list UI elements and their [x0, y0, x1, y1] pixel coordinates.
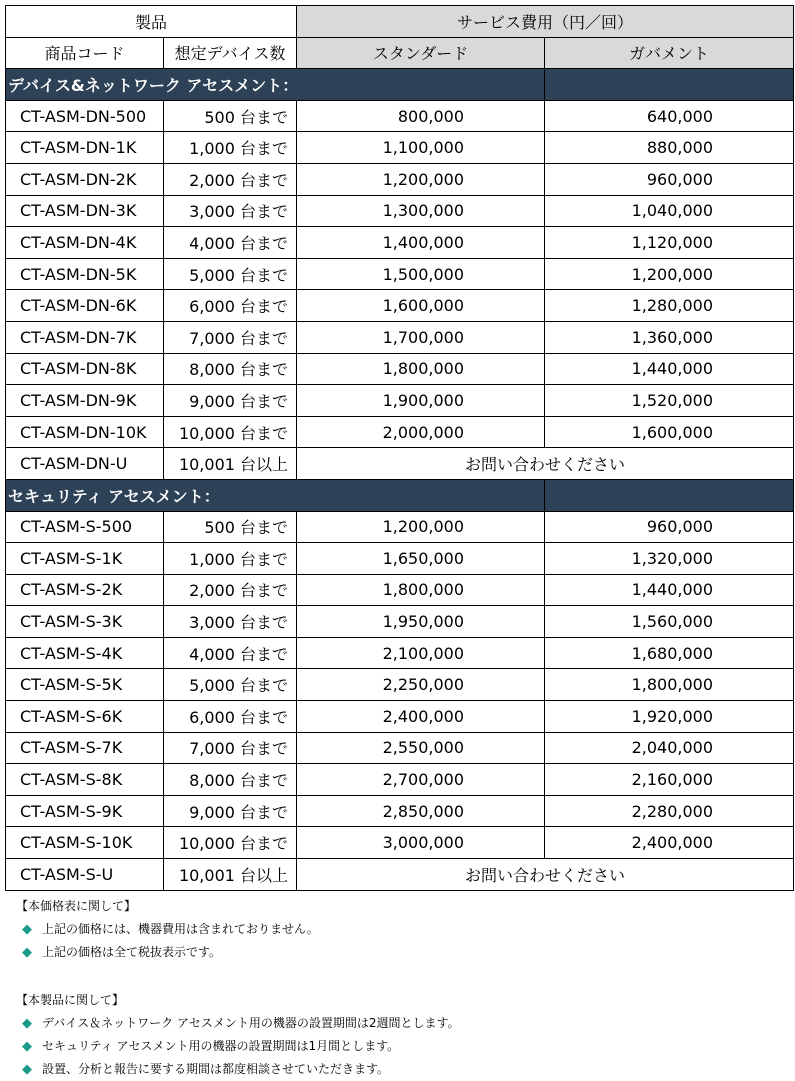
diamond-bullet-icon: ◆ — [22, 1039, 32, 1054]
section-header-row — [6, 479, 794, 511]
government-price-cell: 640,000 — [545, 100, 794, 132]
product-code-cell: CT-ASM-DN-4K — [6, 227, 164, 259]
device-count-cell: 10,001 台以上 — [164, 448, 297, 480]
device-count-cell: 1,000 台まで — [164, 543, 297, 575]
table-row — [6, 100, 794, 132]
table-row — [6, 543, 794, 575]
section-title: セキュリティ アセスメント： — [6, 479, 545, 511]
standard-price-cell: 2,400,000 — [297, 701, 545, 733]
standard-price-cell: 1,900,000 — [297, 385, 545, 417]
product-code-cell: CT-ASM-DN-3K — [6, 195, 164, 227]
table-row — [6, 353, 794, 385]
device-count-cell: 5,000 台まで — [164, 669, 297, 701]
product-notes-heading: 【本製品に関して】 — [16, 993, 125, 1007]
product-code-cell: CT-ASM-DN-1K — [6, 132, 164, 164]
device-count-cell: 7,000 台まで — [164, 321, 297, 353]
table-row — [6, 606, 794, 638]
device-count-cell: 6,000 台まで — [164, 701, 297, 733]
government-price-cell: 1,520,000 — [545, 385, 794, 417]
government-price-cell: 1,800,000 — [545, 669, 794, 701]
price-notes-heading: 【本価格表に関して】 — [16, 899, 137, 913]
standard-price-cell: 1,200,000 — [297, 163, 545, 195]
diamond-bullet-icon: ◆ — [22, 945, 32, 960]
section-header-blank — [545, 479, 794, 511]
device-count-cell: 5,000 台まで — [164, 258, 297, 290]
product-code-cell: CT-ASM-S-6K — [6, 701, 164, 733]
government-price-cell: 1,040,000 — [545, 195, 794, 227]
section-header-row — [6, 69, 794, 101]
device-count-cell: 10,001 台以上 — [164, 859, 297, 891]
government-price-cell: 1,120,000 — [545, 227, 794, 259]
device-count-cell: 1,000 台まで — [164, 132, 297, 164]
standard-price-cell: 2,850,000 — [297, 795, 545, 827]
standard-price-cell: 2,100,000 — [297, 637, 545, 669]
government-price-cell: 960,000 — [545, 163, 794, 195]
government-price-cell: 1,360,000 — [545, 321, 794, 353]
product-code-cell: CT-ASM-S-U — [6, 859, 164, 891]
device-count-cell: 2,000 台まで — [164, 574, 297, 606]
standard-price-cell: 2,250,000 — [297, 669, 545, 701]
device-count-cell: 4,000 台まで — [164, 227, 297, 259]
standard-price-cell: 1,700,000 — [297, 321, 545, 353]
product-code-cell: CT-ASM-S-7K — [6, 732, 164, 764]
table-row — [6, 764, 794, 796]
header-row-sub — [6, 37, 794, 69]
government-price-cell: 1,280,000 — [545, 290, 794, 322]
product-note-text: セキュリティ アセスメント用の機器の設置期間は1月間とします。 — [42, 1039, 400, 1053]
government-price-cell: 2,280,000 — [545, 795, 794, 827]
product-code-cell: CT-ASM-DN-6K — [6, 290, 164, 322]
standard-price-cell: 1,200,000 — [297, 511, 545, 543]
table-row — [6, 637, 794, 669]
device-count-cell: 9,000 台まで — [164, 795, 297, 827]
product-code-cell: CT-ASM-DN-U — [6, 448, 164, 480]
standard-price-cell: 1,400,000 — [297, 227, 545, 259]
device-count-cell: 500 台まで — [164, 100, 297, 132]
standard-header: スタンダード — [297, 37, 545, 69]
product-code-cell: CT-ASM-DN-2K — [6, 163, 164, 195]
device-count-cell: 4,000 台まで — [164, 637, 297, 669]
government-price-cell: 1,920,000 — [545, 701, 794, 733]
government-header: ガバメント — [545, 37, 794, 69]
table-row — [6, 827, 794, 859]
device-count-cell: 9,000 台まで — [164, 385, 297, 417]
product-note-item — [22, 1035, 460, 1058]
product-code-cell: CT-ASM-S-500 — [6, 511, 164, 543]
product-code-cell: CT-ASM-DN-8K — [6, 353, 164, 385]
government-price-cell: 2,400,000 — [545, 827, 794, 859]
product-code-cell: CT-ASM-DN-5K — [6, 258, 164, 290]
table-row — [6, 511, 794, 543]
table-row — [6, 385, 794, 417]
government-price-cell: 1,440,000 — [545, 353, 794, 385]
service-fee-header: サービス費用（円／回） — [297, 6, 794, 38]
device-count-cell: 8,000 台まで — [164, 764, 297, 796]
table-row — [6, 416, 794, 448]
table-row — [6, 195, 794, 227]
table-row — [6, 258, 794, 290]
standard-price-cell: 2,700,000 — [297, 764, 545, 796]
product-code-header: 商品コード — [6, 37, 164, 69]
product-code-cell: CT-ASM-DN-10K — [6, 416, 164, 448]
product-code-cell: CT-ASM-DN-7K — [6, 321, 164, 353]
standard-price-cell: 3,000,000 — [297, 827, 545, 859]
price-note-text: 上記の価格には、機器費用は含まれておりません。 — [42, 922, 319, 936]
government-price-cell: 1,200,000 — [545, 258, 794, 290]
product-note-item — [22, 1012, 460, 1035]
device-count-cell: 3,000 台まで — [164, 606, 297, 638]
standard-price-cell: 1,300,000 — [297, 195, 545, 227]
device-count-cell: 10,000 台まで — [164, 416, 297, 448]
product-note-text: デバイス＆ネットワーク アセスメント用の機器の設置期間は2週間とします。 — [42, 1016, 460, 1030]
section-title: デバイス&ネットワーク アセスメント： — [6, 69, 545, 101]
standard-price-cell: 2,550,000 — [297, 732, 545, 764]
device-count-cell: 3,000 台まで — [164, 195, 297, 227]
table-row — [6, 574, 794, 606]
government-price-cell: 1,600,000 — [545, 416, 794, 448]
device-count-cell: 10,000 台まで — [164, 827, 297, 859]
section-header-blank — [545, 69, 794, 101]
price-table — [5, 5, 794, 891]
product-code-cell: CT-ASM-DN-500 — [6, 100, 164, 132]
standard-price-cell: 800,000 — [297, 100, 545, 132]
table-row — [6, 227, 794, 259]
government-price-cell: 1,320,000 — [545, 543, 794, 575]
standard-price-cell: 1,800,000 — [297, 574, 545, 606]
diamond-bullet-icon: ◆ — [22, 922, 32, 937]
inquiry-cell: お問い合わせください — [297, 448, 794, 480]
standard-price-cell: 1,500,000 — [297, 258, 545, 290]
government-price-cell: 880,000 — [545, 132, 794, 164]
table-row — [6, 132, 794, 164]
standard-price-cell: 1,600,000 — [297, 290, 545, 322]
price-note-text: 上記の価格は全て税抜表示です。 — [42, 945, 222, 959]
product-code-cell: CT-ASM-S-3K — [6, 606, 164, 638]
standard-price-cell: 1,650,000 — [297, 543, 545, 575]
table-row — [6, 795, 794, 827]
device-count-cell: 8,000 台まで — [164, 353, 297, 385]
government-price-cell: 1,680,000 — [545, 637, 794, 669]
product-code-cell: CT-ASM-S-10K — [6, 827, 164, 859]
spacer — [22, 964, 460, 989]
product-code-cell: CT-ASM-S-1K — [6, 543, 164, 575]
standard-price-cell: 2,000,000 — [297, 416, 545, 448]
product-code-cell: CT-ASM-S-5K — [6, 669, 164, 701]
table-row — [6, 321, 794, 353]
diamond-bullet-icon: ◆ — [22, 1062, 32, 1077]
table-row — [6, 859, 794, 891]
government-price-cell: 960,000 — [545, 511, 794, 543]
price-note-item — [22, 918, 460, 941]
table-body — [6, 6, 794, 891]
table-row — [6, 163, 794, 195]
notes — [16, 895, 460, 1081]
government-price-cell: 1,440,000 — [545, 574, 794, 606]
standard-price-cell: 1,100,000 — [297, 132, 545, 164]
product-code-cell: CT-ASM-S-9K — [6, 795, 164, 827]
device-count-cell: 2,000 台まで — [164, 163, 297, 195]
device-count-header: 想定デバイス数 — [164, 37, 297, 69]
product-note-text: 設置、分析と報告に要する期間は都度相談させていただきます。 — [42, 1062, 390, 1076]
product-code-cell: CT-ASM-S-2K — [6, 574, 164, 606]
table-row — [6, 448, 794, 480]
header-row-top — [6, 6, 794, 38]
product-code-cell: CT-ASM-DN-9K — [6, 385, 164, 417]
inquiry-cell: お問い合わせください — [297, 859, 794, 891]
device-count-cell: 500 台まで — [164, 511, 297, 543]
diamond-bullet-icon: ◆ — [22, 1016, 32, 1031]
table-row — [6, 669, 794, 701]
government-price-cell: 2,040,000 — [545, 732, 794, 764]
government-price-cell: 1,560,000 — [545, 606, 794, 638]
device-count-cell: 7,000 台まで — [164, 732, 297, 764]
standard-price-cell: 1,950,000 — [297, 606, 545, 638]
device-count-cell: 6,000 台まで — [164, 290, 297, 322]
product-code-cell: CT-ASM-S-4K — [6, 637, 164, 669]
standard-price-cell: 1,800,000 — [297, 353, 545, 385]
table-row — [6, 290, 794, 322]
price-note-item — [22, 941, 460, 964]
government-price-cell: 2,160,000 — [545, 764, 794, 796]
table-row — [6, 701, 794, 733]
table-row — [6, 732, 794, 764]
product-header: 製品 — [6, 6, 297, 38]
product-code-cell: CT-ASM-S-8K — [6, 764, 164, 796]
